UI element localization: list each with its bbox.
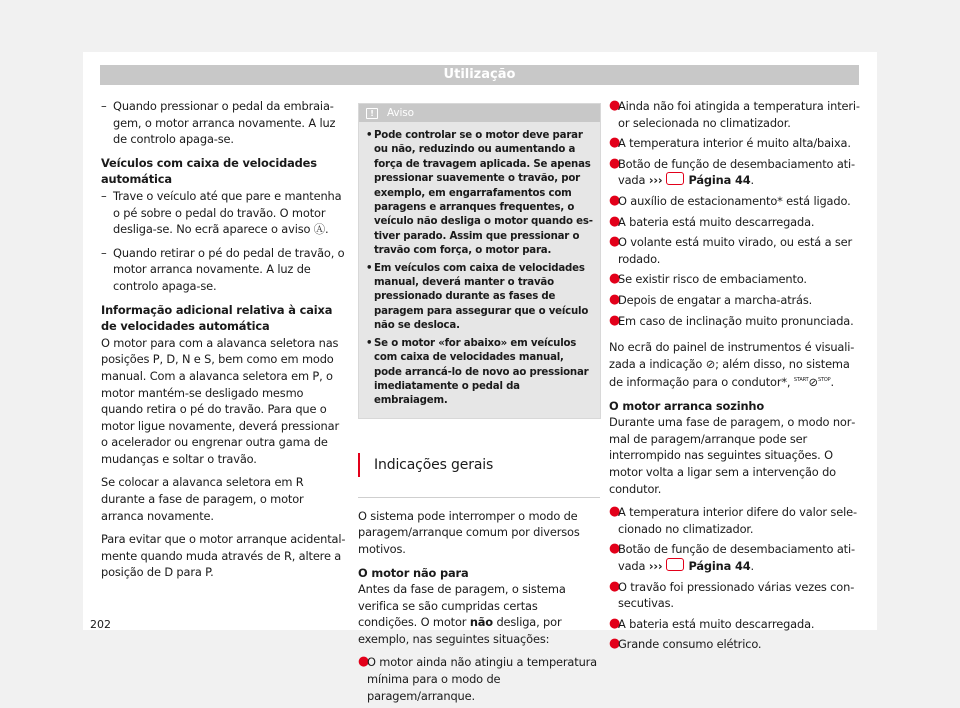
- list-item: ● Ainda não foi atingida a temperatura interior selecionada no climatizador.: [609, 98, 861, 130]
- page-link[interactable]: Página 44: [688, 559, 751, 574]
- warning-box: [358, 103, 601, 419]
- subheading: Veículos com caixa de velocidades automática: [101, 155, 317, 187]
- paragraph: Se colocar a alavanca seletora em R durante a fase de paragem, o motor arranca novamente.: [101, 475, 304, 523]
- paragraph: Durante uma fase de paragem, o modo normal de paragem/arranque pode ser interrompido nas seguintes situações. O motor volta a ligar sem a intervenção do condutor.: [609, 415, 856, 496]
- list-item: ● O auxílio de estacionamento* está ligado.: [609, 192, 851, 208]
- subheading: O motor arranca sozinho: [609, 398, 765, 413]
- list-item: ● A temperatura interior é muito alta/baixa.: [609, 135, 851, 151]
- warning-header: ! Aviso: [359, 104, 600, 122]
- list-item: ● Em caso de inclinação muito pronunciada.: [609, 312, 854, 328]
- start-stop-crossed-icon: ⊘: [705, 356, 716, 371]
- list-item: ● O volante está muito virado, ou está a ser rodado.: [609, 234, 853, 266]
- list-item: ● Se existir risco de embaciamento.: [609, 271, 807, 287]
- warning-item: • Se o motor «for abaixo» em veículos com caixa de velocidades manual, pode arrancá-lo de novo ao pressionar imediatamente o pedal da embraiagem.: [366, 337, 589, 407]
- chevron-right-icon: ›››: [648, 559, 663, 574]
- list-item: – Quando pressionar o pedal da embraiagem, o motor arranca novamente. A luz de controlo apaga-se.: [101, 99, 336, 147]
- paragraph: O motor para com a alavanca seletora nas posições P, D, N e S, bem como em modo manual. Com a alavanca seletora em P, o motor mantém-se desligado mesmo quando retira o pé do travão. Para que o motor ligue novamente, deverá pressionar o acelerador ou engrenar outra gama de mudanças e soltar o travão.: [101, 335, 339, 466]
- list-item: ● A bateria está muito descarregada.: [609, 213, 815, 229]
- paragraph: No ecrã do painel de instrumentos é visualizada a indicação ⊘; além disso, no sistema de informação para o condutor*, $^{START}$⊘$^{STOP}$.: [609, 340, 855, 390]
- warning-triangle-icon: !: [366, 108, 378, 119]
- list-item: ● O travão foi pressionado várias vezes consecutivas.: [609, 578, 855, 611]
- warning-item: • Em veículos com caixa de velocidades manual, deverá manter o travão pressionado durante as fases de paragem para assegurar que o veículo não se desloca.: [366, 262, 589, 332]
- page-number: 202: [90, 618, 111, 631]
- list-item: ● O motor ainda não atingiu a temperatura mínima para o modo de paragem/arranque.: [358, 654, 598, 703]
- paragraph: Para evitar que o motor arranque acidentalmente quando muda através de R, altere a posição de D para P.: [101, 532, 346, 580]
- chapter-header: Utilização: [100, 65, 859, 85]
- column-left: [101, 98, 348, 588]
- list-item: – Trave o veículo até que pare e mantenha o pé sobre o pedal do travão. O motor desliga-se. No ecrã aparece o aviso Ⓐ.: [101, 188, 342, 237]
- list-item: ● Botão de função de desembaciamento ativada ››› Página 44.: [609, 155, 856, 188]
- paragraph: Antes da fase de paragem, o sistema verifica se são cumpridas certas condições. O motor não desliga, por exemplo, nas seguintes situações:: [358, 582, 566, 646]
- subheading: O motor não para: [358, 565, 469, 580]
- page-reference-icon: [666, 172, 684, 185]
- column-right: [609, 98, 861, 657]
- warning-body: [359, 122, 600, 418]
- list-item: ● A bateria está muito descarregada.: [609, 615, 815, 631]
- start-stop-crossed-icon: ⊘: [808, 375, 818, 390]
- list-item: – Quando retirar o pé do pedal de travão, o motor arranca novamente. A luz de controlo apaga-se.: [101, 245, 345, 293]
- section-title: Indicações gerais: [358, 453, 600, 477]
- page-reference-icon: [666, 558, 684, 571]
- chevron-right-icon: ›››: [648, 173, 663, 188]
- warning-item: • Pode controlar se o motor deve parar ou não, reduzindo ou aumentando a força de travagem aplicada. Se apenas pressionar suavemente o travão, por exemplo, em engarrafamentos com paragens e arranques frequentes, o veículo não desliga o motor quando estiver parado. Assim que pressionar o travão com força, o motor para.: [366, 130, 593, 257]
- paragraph: O sistema pode interromper o modo de paragem/arranque comum por diversos motivos.: [358, 508, 580, 556]
- list-item: ● Botão de função de desembaciamento ativada ››› Página 44.: [609, 541, 856, 574]
- list-item: ● Depois de engatar a marcha-atrás.: [609, 291, 813, 307]
- list-item: ● A temperatura interior difere do valor selecionado no climatizador.: [609, 504, 858, 536]
- column-middle: [358, 103, 600, 708]
- list-item: ● Grande consumo elétrico.: [609, 636, 762, 652]
- page-link[interactable]: Página 44: [688, 173, 751, 188]
- subheading: Informação adicional relativa à caixa de velocidades automática: [101, 302, 333, 334]
